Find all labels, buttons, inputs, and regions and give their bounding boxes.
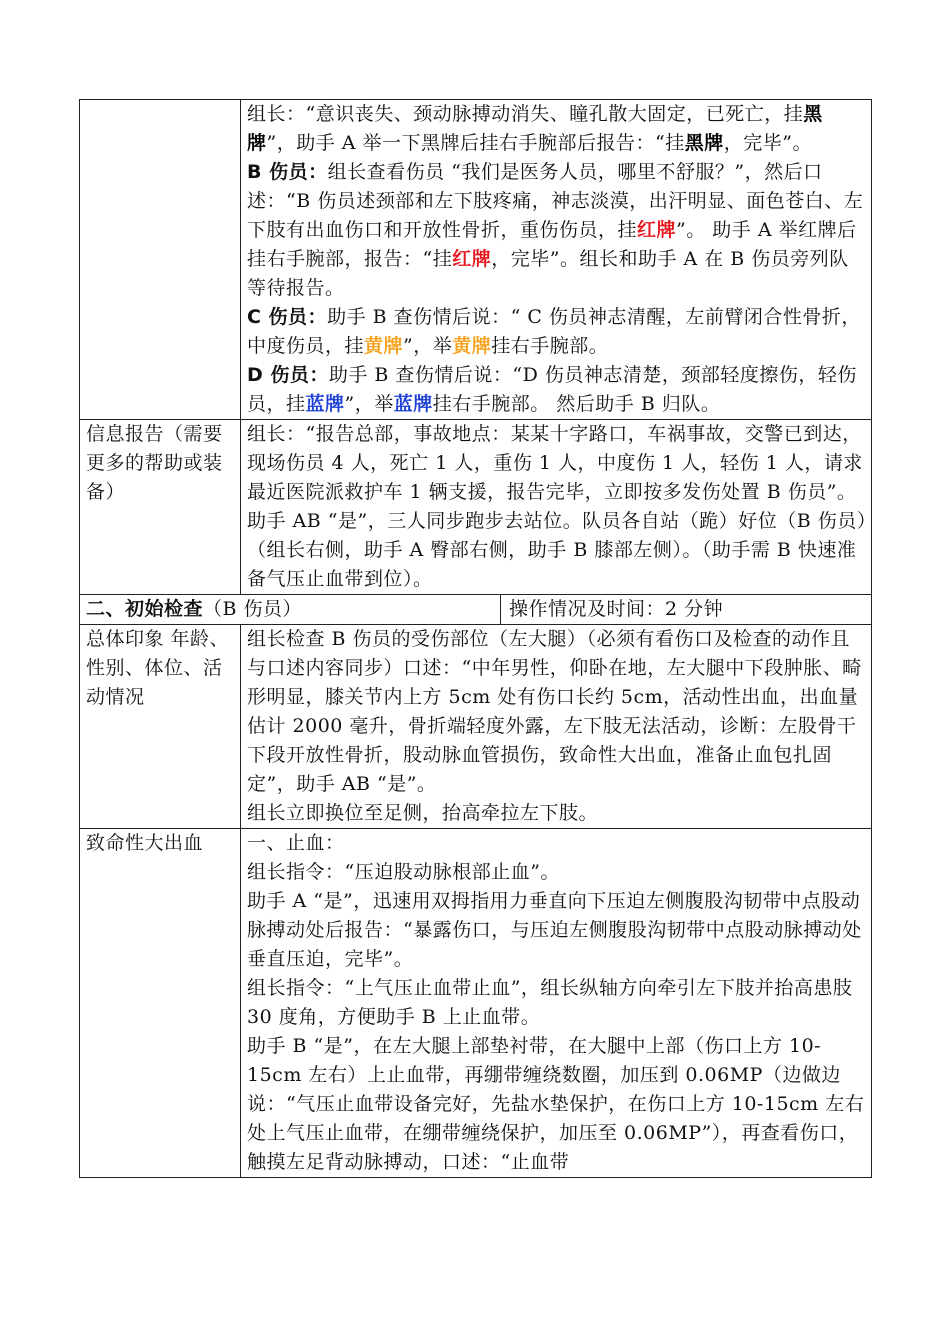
overall-impression-label: 总体印象 年龄、性别、体位、活动情况 (80, 625, 241, 829)
red-tag-label: 红牌 (637, 219, 677, 241)
casualty-d-paragraph (247, 361, 867, 419)
text: 组长检查 B 伤员的受伤部位（左大腿）（必须有看伤口及检查的动作且与口述内容同步）口述：“中年男性，仰卧在地，左大腿中下段肿胀、畸形明显，膝关节内上方 5cm 处有伤口长约 5cm，活动性出血，出血量估计 2000 毫升，骨折端轻度外露，左下肢无法活动，诊断：左股骨干下段开放性骨折，股动脉血管损伤，致命性大出血，准备止血包扎固定”，助手 AB “是”。 (247, 628, 862, 795)
casualty-c-title: C 伤员： (247, 306, 328, 328)
text: ”，举 (403, 335, 453, 357)
section-operation-time: 操作情况及时间：2 分钟 (509, 598, 724, 620)
text: ”，助手 A 举一下黑牌后挂右手腕部后报告：“挂 (266, 132, 685, 154)
blue-tag-label: 蓝牌 (393, 393, 433, 415)
yellow-tag-label: 黄牌 (452, 335, 492, 357)
section-title-text: 二、初始检查 (86, 598, 204, 620)
triage-content-cell (241, 100, 872, 420)
overall-impression-cell (241, 625, 872, 829)
info-report-text: 组长：“报告总部，事故地点：某某十字路口，车祸事故，交警已到达，现场伤员 4 人，死亡 1 人，重伤 1 人，中度伤 1 人，轻伤 1 人，请求最近医院派救护车 1 辆支援，报告完毕，立即按多发伤处置 B 伤员”。助手 AB “是”，三人同步跑步去站位。队员各自站（跪）好位（B 伤员）（组长右侧，助手 A 臀部右侧，助手 B 膝部左侧）。（助手需 B 快速准备气压止血带到位）。 (241, 420, 872, 595)
text: 挂右手腕部。 然后助手 B 归队。 (432, 393, 721, 415)
text: 一、止血： (247, 832, 345, 854)
yellow-tag-label: 黄牌 (364, 335, 404, 357)
text: 助手 B 查伤情后说：“D 伤员神志清楚，颈部轻度擦伤，轻伤员，挂 (247, 364, 857, 415)
procedure-table (79, 99, 872, 1178)
casualty-b-paragraph (247, 158, 867, 303)
text: 组长立即换位至足侧，抬高牵拉左下肢。 (247, 802, 599, 824)
black-tag-label: 黑牌 (247, 103, 823, 154)
table-row (80, 625, 872, 829)
section-header-row (80, 595, 872, 625)
text: 助手 B “是”，在左大腿上部垫衬带，在大腿中上部（伤口上方 10-15cm 左右）上止血带，再绷带缠绕数圈，加压到 0.06MP（边做边说：“气压止血带设备完好，先盐水垫保护，在伤口上方 10-15cm 左右处上气压止血带，在绷带缠绕保护，加压至 0.06MP”），再查看伤口，触摸左足背动脉搏动，口述：“止血带 (247, 1035, 865, 1173)
text: ”。 助手 A 举红牌后挂右手腕部，报告：“挂 (247, 219, 857, 270)
document-page (79, 99, 872, 1178)
table-row (80, 829, 872, 1178)
text: 助手 B 查伤情后说：“ C 伤员神志清醒，左前臂闭合性骨折，中度伤员，挂 (247, 306, 861, 357)
casualty-c-paragraph (247, 303, 867, 361)
text: 组长指令：“上气压止血带止血”，组长纵轴方向牵引左下肢并抬高患肢 30 度角，方便助手 B 上止血带。 (247, 977, 853, 1028)
text: 挂右手腕部。 (491, 335, 609, 357)
black-tag-label: 黑牌 (684, 132, 724, 154)
casualty-d-title: D 伤员： (247, 364, 329, 386)
info-report-label: 信息报告（需要更多的帮助或装备） (80, 420, 241, 595)
text: ”，举 (344, 393, 394, 415)
casualty-b-title: B 伤员： (247, 161, 328, 183)
hemorrhage-label: 致命性大出血 (80, 829, 241, 1178)
section-subtitle: （B 伤员） (203, 598, 303, 620)
text: ，完毕”。 (723, 132, 812, 154)
text: 组长：“意识丧失、颈动脉搏动消失、瞳孔散大固定，已死亡，挂 (247, 103, 804, 125)
hemorrhage-cell (241, 829, 872, 1178)
empty-label-cell (80, 100, 241, 420)
red-tag-label: 红牌 (452, 248, 492, 270)
table-row (80, 420, 872, 595)
casualty-a-paragraph (247, 100, 867, 158)
text: 助手 A “是”，迅速用双拇指用力垂直向下压迫左侧腹股沟韧带中点股动脉搏动处后报告：“暴露伤口，与压迫左侧腹股沟韧带中点股动脉搏动处垂直压迫，完毕”。 (247, 890, 862, 970)
text: ，完毕”。组长和助手 A 在 B 伤员旁列队等待报告。 (247, 248, 849, 299)
section-header-cell (80, 595, 872, 625)
text: 组长指令：“压迫股动脉根部止血”。 (247, 861, 560, 883)
text: 组长查看伤员 “我们是医务人员，哪里不舒服？”，然后口述：“B 伤员述颈部和左下肢疼痛，神志淡漠，出汗明显、面色苍白、左下肢有出血伤口和开放性骨折，重伤伤员，挂 (247, 161, 864, 241)
blue-tag-label: 蓝牌 (305, 393, 345, 415)
table-row (80, 100, 872, 420)
section-title (80, 595, 501, 624)
